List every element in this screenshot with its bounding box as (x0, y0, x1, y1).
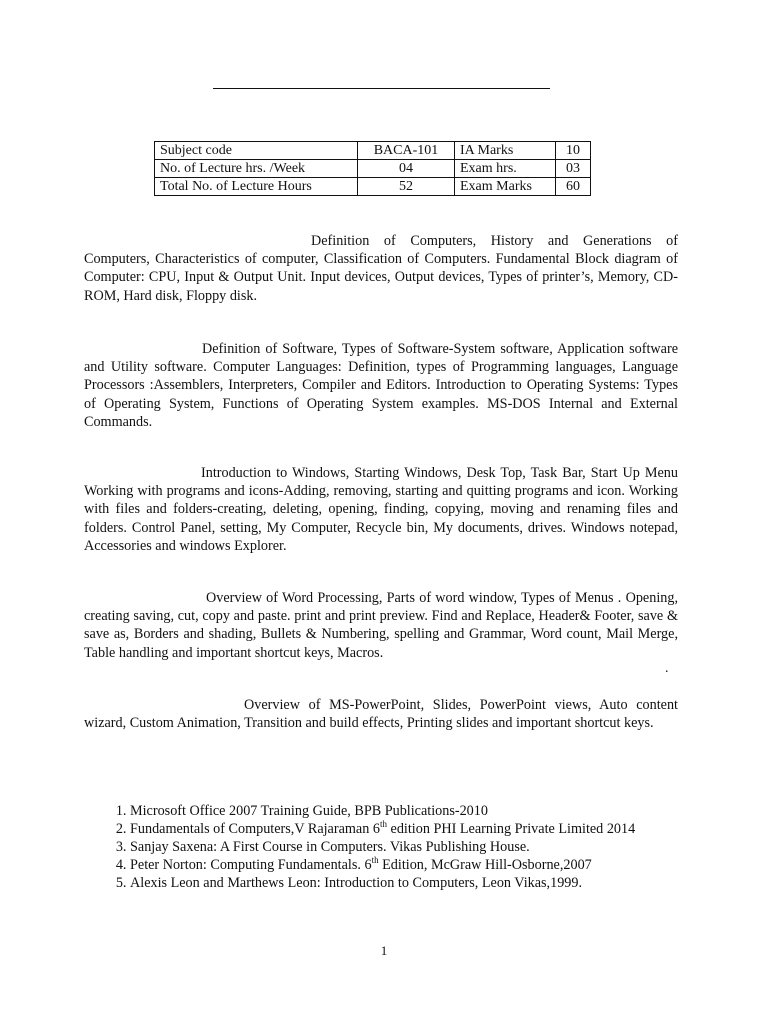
table-cell-label2: IA Marks (455, 142, 556, 160)
unit-5-paragraph: Overview of MS-PowerPoint, Slides, PowerPoint views, Auto content wizard, Custom Animation, Transition and build effects, Printing slides and important shortcut keys. (84, 697, 678, 732)
table-cell-label: Total No. of Lecture Hours (155, 178, 358, 196)
table-cell-value: BACA-101 (358, 142, 455, 160)
table-row (155, 178, 591, 196)
reference-list (104, 802, 730, 892)
list-item: 2. Fundamentals of Computers,V Rajaraman 6th edition PHI Learning Private Limited 2014 (130, 820, 730, 838)
table-cell-label: Subject code (155, 142, 358, 160)
table-row (155, 160, 591, 178)
table-cell-value2: 60 (556, 178, 591, 196)
list-item: 1. Microsoft Office 2007 Training Guide, BPB Publications-2010 (130, 802, 730, 820)
table-cell-value: 04 (358, 160, 455, 178)
page-number: 1 (380, 943, 388, 958)
unit-4-paragraph: Overview of Word Processing, Parts of word window, Types of Menus . Opening, creating saving, cut, copy and paste. print and print preview. Find and Replace, Header& Footer, save & save as, Borders and shading, Bullets & Numbering, spelling and Grammar, Word count, Mail Merge, Table handling and important shortcut keys, Macros. (84, 590, 678, 661)
table-cell-value: 52 (358, 178, 455, 196)
list-item: 5. Alexis Leon and Marthews Leon: Introduction to Computers, Leon Vikas,1999. (130, 874, 730, 892)
table-cell-value2: 03 (556, 160, 591, 178)
title-underline (213, 88, 550, 89)
table-row (155, 142, 591, 160)
stray-mark: . (665, 661, 669, 676)
table-cell-label: No. of Lecture hrs. /Week (155, 160, 358, 178)
table-cell-label2: Exam hrs. (455, 160, 556, 178)
table-cell-label2: Exam Marks (455, 178, 556, 196)
table-cell-value2: 10 (556, 142, 591, 160)
list-item: 4. Peter Norton: Computing Fundamentals. 6th Edition, McGraw Hill-Osborne,2007 (130, 856, 730, 874)
list-item: 3. Sanjay Saxena: A First Course in Computers. Vikas Publishing House. (130, 838, 730, 856)
unit-3-paragraph: Introduction to Windows, Starting Windows, Desk Top, Task Bar, Start Up Menu Working with programs and icons-Adding, removing, starting and quitting programs and icon. Working with files and folders-creating, deleting, opening, finding, copying, moving and renaming files and folders. Control Panel, setting, My Computer, Recycle bin, My documents, drives. Windows notepad, Accessories and windows Explorer. (84, 465, 678, 554)
subject-info-table (154, 141, 591, 196)
unit-2-paragraph: Definition of Software, Types of Software-System software, Application software and Utility software. Computer Languages: Definition, types of Programming languages, Language Processors :Assemblers, Interpreters, Compiler and Editors. Introduction to Operating Systems: Types of Operating System, Functions of Operating System examples. MS-DOS Internal and External Commands. (84, 341, 678, 430)
unit-1-paragraph: Definition of Computers, History and Generations of Computers, Characteristics of computer, Classification of Computers. Fundamental Block diagram of Computer: CPU, Input & Output Unit. Input devices, Output devices, Types of printer’s, Memory, CD-ROM, Hard disk, Floppy disk. (84, 233, 678, 304)
